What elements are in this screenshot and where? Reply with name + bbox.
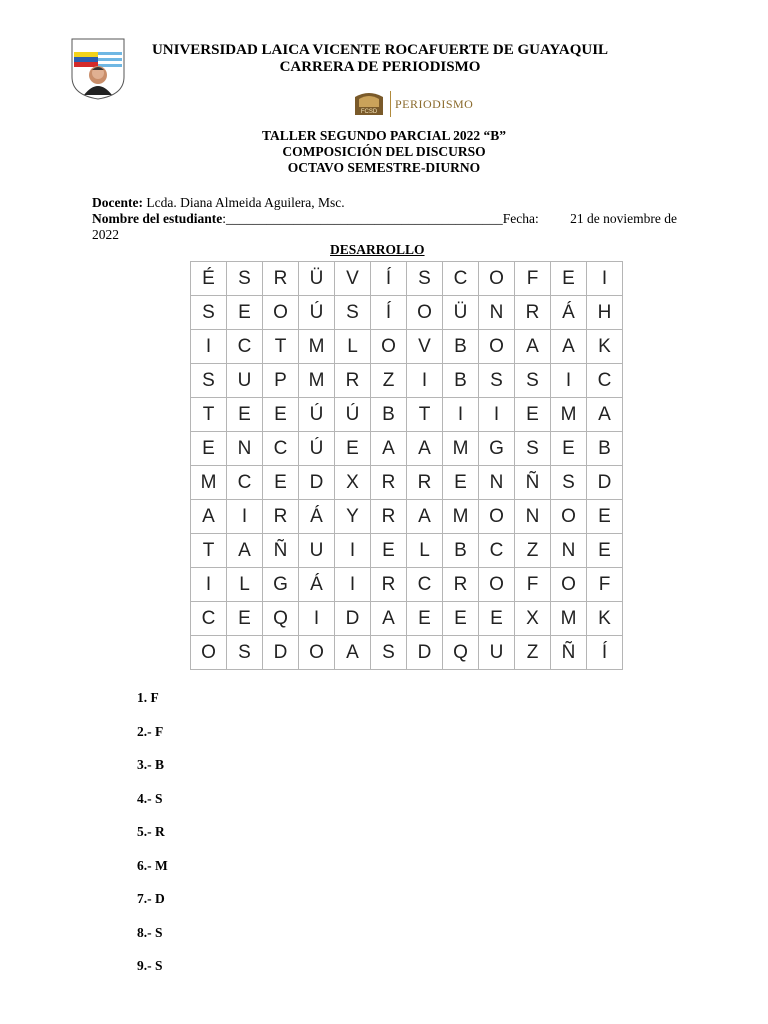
date-label: Fecha: bbox=[502, 211, 539, 226]
grid-cell[interactable]: M bbox=[299, 364, 335, 398]
grid-cell[interactable]: L bbox=[407, 534, 443, 568]
grid-cell[interactable]: D bbox=[263, 636, 299, 670]
grid-cell[interactable]: A bbox=[335, 636, 371, 670]
grid-cell[interactable]: M bbox=[299, 330, 335, 364]
grid-cell[interactable]: Á bbox=[299, 568, 335, 602]
grid-cell[interactable]: E bbox=[407, 602, 443, 636]
grid-cell[interactable]: E bbox=[515, 398, 551, 432]
grid-cell[interactable]: N bbox=[479, 466, 515, 500]
grid-cell[interactable]: E bbox=[227, 398, 263, 432]
grid-cell[interactable]: C bbox=[587, 364, 623, 398]
grid-cell[interactable]: I bbox=[587, 262, 623, 296]
teacher-line bbox=[92, 195, 345, 211]
grid-cell[interactable]: S bbox=[227, 262, 263, 296]
grid-cell[interactable]: F bbox=[515, 568, 551, 602]
grid-cell[interactable]: U bbox=[299, 534, 335, 568]
grid-row bbox=[191, 534, 623, 568]
grid-cell[interactable]: E bbox=[227, 602, 263, 636]
grid-cell[interactable]: V bbox=[335, 262, 371, 296]
grid-cell[interactable]: A bbox=[227, 534, 263, 568]
date-year: 2022 bbox=[92, 227, 119, 242]
grid-cell[interactable]: S bbox=[191, 364, 227, 398]
grid-cell[interactable]: B bbox=[443, 330, 479, 364]
grid-cell[interactable]: N bbox=[479, 296, 515, 330]
grid-cell[interactable]: R bbox=[263, 500, 299, 534]
grid-cell[interactable]: E bbox=[479, 602, 515, 636]
grid-cell[interactable]: R bbox=[371, 500, 407, 534]
grid-cell[interactable]: P bbox=[263, 364, 299, 398]
semester-title: OCTAVO SEMESTRE-DIURNO bbox=[287, 160, 481, 175]
grid-cell[interactable]: V bbox=[407, 330, 443, 364]
grid-cell[interactable]: Z bbox=[371, 364, 407, 398]
grid-cell[interactable]: A bbox=[515, 330, 551, 364]
fcsd-badge-text: FCSD bbox=[360, 109, 378, 115]
grid-cell[interactable]: Z bbox=[515, 534, 551, 568]
grid-cell[interactable]: Ú bbox=[335, 398, 371, 432]
grid-cell[interactable]: N bbox=[551, 534, 587, 568]
grid-cell[interactable]: O bbox=[479, 568, 515, 602]
grid-cell[interactable]: S bbox=[227, 636, 263, 670]
grid-cell[interactable]: R bbox=[371, 466, 407, 500]
grid-cell[interactable]: S bbox=[407, 262, 443, 296]
grid-cell[interactable]: R bbox=[263, 262, 299, 296]
grid-row bbox=[191, 330, 623, 364]
student-line bbox=[92, 211, 677, 227]
grid-cell[interactable]: R bbox=[443, 568, 479, 602]
grid-cell[interactable]: T bbox=[191, 398, 227, 432]
periodismo-logo bbox=[352, 88, 482, 120]
answer-item: 8.- S bbox=[137, 924, 163, 940]
grid-row bbox=[191, 466, 623, 500]
grid-cell[interactable]: G bbox=[479, 432, 515, 466]
grid-cell[interactable]: K bbox=[587, 602, 623, 636]
grid-cell[interactable]: L bbox=[335, 330, 371, 364]
grid-cell[interactable]: O bbox=[191, 636, 227, 670]
grid-cell[interactable]: Z bbox=[515, 636, 551, 670]
grid-cell[interactable]: E bbox=[191, 432, 227, 466]
grid-cell[interactable]: I bbox=[443, 398, 479, 432]
grid-cell[interactable]: Ñ bbox=[551, 636, 587, 670]
grid-cell[interactable]: A bbox=[551, 330, 587, 364]
teacher-label: Docente: bbox=[92, 195, 143, 210]
grid-row bbox=[191, 568, 623, 602]
grid-cell[interactable]: M bbox=[191, 466, 227, 500]
grid-cell[interactable]: Ñ bbox=[515, 466, 551, 500]
grid-cell[interactable]: A bbox=[191, 500, 227, 534]
course-title: COMPOSICIÓN DEL DISCURSO bbox=[282, 144, 486, 159]
grid-cell[interactable]: Ü bbox=[443, 296, 479, 330]
grid-cell[interactable]: O bbox=[299, 636, 335, 670]
grid-cell[interactable]: A bbox=[407, 500, 443, 534]
grid-cell[interactable]: N bbox=[227, 432, 263, 466]
grid-cell[interactable]: O bbox=[479, 262, 515, 296]
grid-cell[interactable]: I bbox=[335, 534, 371, 568]
grid-cell[interactable]: S bbox=[551, 466, 587, 500]
grid-cell[interactable]: O bbox=[263, 296, 299, 330]
grid-cell[interactable]: A bbox=[587, 398, 623, 432]
section-title: DESARROLLO bbox=[330, 242, 425, 257]
career-title: CARRERA DE PERIODISMO bbox=[279, 59, 481, 75]
grid-row bbox=[191, 636, 623, 670]
grid-cell[interactable]: S bbox=[191, 296, 227, 330]
grid-cell[interactable]: S bbox=[371, 636, 407, 670]
university-seal bbox=[70, 37, 126, 101]
grid-cell[interactable]: B bbox=[443, 364, 479, 398]
grid-cell[interactable]: E bbox=[227, 296, 263, 330]
grid-cell[interactable]: E bbox=[443, 602, 479, 636]
grid-cell[interactable]: E bbox=[371, 534, 407, 568]
grid-cell[interactable]: F bbox=[515, 262, 551, 296]
grid-cell[interactable]: E bbox=[263, 398, 299, 432]
grid-cell[interactable]: I bbox=[191, 568, 227, 602]
grid-row bbox=[191, 296, 623, 330]
grid-cell[interactable]: E bbox=[551, 432, 587, 466]
grid-cell[interactable]: M bbox=[551, 398, 587, 432]
grid-cell[interactable]: Ú bbox=[299, 432, 335, 466]
grid-cell[interactable]: I bbox=[191, 330, 227, 364]
grid-cell[interactable]: Ü bbox=[299, 262, 335, 296]
grid-cell[interactable]: M bbox=[443, 500, 479, 534]
grid-cell[interactable]: M bbox=[443, 432, 479, 466]
grid-row bbox=[191, 500, 623, 534]
grid-cell[interactable]: C bbox=[191, 602, 227, 636]
grid-cell[interactable]: E bbox=[263, 466, 299, 500]
grid-cell[interactable]: K bbox=[587, 330, 623, 364]
grid-cell[interactable]: E bbox=[587, 500, 623, 534]
student-label: Nombre del estudiante bbox=[92, 211, 223, 226]
grid-cell[interactable]: C bbox=[227, 330, 263, 364]
grid-cell[interactable]: Q bbox=[443, 636, 479, 670]
grid-cell[interactable]: D bbox=[335, 602, 371, 636]
grid-cell[interactable]: C bbox=[443, 262, 479, 296]
grid-cell[interactable]: C bbox=[227, 466, 263, 500]
university-title: UNIVERSIDAD LAICA VICENTE ROCAFUERTE DE GUAYAQUIL bbox=[151, 42, 609, 58]
grid-cell[interactable]: O bbox=[479, 500, 515, 534]
grid-cell[interactable]: R bbox=[371, 568, 407, 602]
student-name-blank[interactable]: :_________________________________________ bbox=[222, 211, 503, 226]
grid-cell[interactable]: H bbox=[587, 296, 623, 330]
grid-cell[interactable]: E bbox=[335, 432, 371, 466]
grid-cell[interactable]: S bbox=[515, 432, 551, 466]
logo-divider bbox=[390, 91, 391, 117]
grid-cell[interactable]: O bbox=[371, 330, 407, 364]
grid-cell[interactable]: Ñ bbox=[263, 534, 299, 568]
grid-row bbox=[191, 262, 623, 296]
answer-item: 2.- F bbox=[137, 723, 164, 739]
grid-cell[interactable]: R bbox=[407, 466, 443, 500]
answer-item: 9.- S bbox=[137, 958, 163, 973]
grid-cell[interactable]: A bbox=[371, 432, 407, 466]
grid-cell[interactable]: S bbox=[335, 296, 371, 330]
grid-cell[interactable]: I bbox=[551, 364, 587, 398]
grid-row bbox=[191, 398, 623, 432]
grid-row bbox=[191, 432, 623, 466]
grid-cell[interactable]: B bbox=[443, 534, 479, 568]
grid-cell[interactable]: D bbox=[587, 466, 623, 500]
grid-cell[interactable]: Í bbox=[371, 262, 407, 296]
grid-cell[interactable]: R bbox=[335, 364, 371, 398]
grid-cell[interactable]: B bbox=[587, 432, 623, 466]
workshop-title: TALLER SEGUNDO PARCIAL 2022 “B” bbox=[261, 128, 507, 143]
grid-cell[interactable]: Y bbox=[335, 500, 371, 534]
answer-item: 7.- D bbox=[137, 891, 165, 906]
grid-cell[interactable]: T bbox=[191, 534, 227, 568]
grid-cell[interactable]: O bbox=[551, 568, 587, 602]
answer-item: 6.- M bbox=[137, 857, 168, 873]
grid-cell[interactable]: Q bbox=[263, 602, 299, 636]
grid-cell[interactable]: I bbox=[299, 602, 335, 636]
answer-item: 1. F bbox=[137, 690, 159, 705]
grid-cell[interactable]: Á bbox=[299, 500, 335, 534]
grid-cell[interactable]: X bbox=[335, 466, 371, 500]
word-search-grid bbox=[190, 261, 623, 670]
grid-cell[interactable]: Í bbox=[587, 636, 623, 670]
grid-cell[interactable]: N bbox=[515, 500, 551, 534]
grid-cell[interactable]: B bbox=[371, 398, 407, 432]
logo-label: PERIODISMO bbox=[395, 96, 474, 111]
grid-cell[interactable]: I bbox=[407, 364, 443, 398]
grid-cell[interactable]: Á bbox=[551, 296, 587, 330]
grid-cell[interactable]: Ú bbox=[299, 296, 335, 330]
grid-cell[interactable]: E bbox=[551, 262, 587, 296]
grid-cell[interactable]: Í bbox=[371, 296, 407, 330]
grid-cell[interactable]: O bbox=[551, 500, 587, 534]
grid-cell[interactable]: C bbox=[263, 432, 299, 466]
grid-cell[interactable]: A bbox=[371, 602, 407, 636]
grid-cell[interactable]: C bbox=[479, 534, 515, 568]
grid-cell[interactable]: O bbox=[479, 330, 515, 364]
grid-cell[interactable]: G bbox=[263, 568, 299, 602]
grid-cell[interactable]: T bbox=[263, 330, 299, 364]
grid-cell[interactable]: O bbox=[407, 296, 443, 330]
grid-row bbox=[191, 602, 623, 636]
grid-cell[interactable]: F bbox=[587, 568, 623, 602]
grid-cell[interactable]: É bbox=[191, 262, 227, 296]
grid-row bbox=[191, 364, 623, 398]
grid-cell[interactable]: E bbox=[443, 466, 479, 500]
grid-cell[interactable]: D bbox=[299, 466, 335, 500]
date-value: 21 de noviembre de bbox=[570, 211, 677, 226]
grid-cell[interactable]: U bbox=[479, 636, 515, 670]
answer-item: 5.- R bbox=[137, 824, 165, 839]
answer-item: 3.- B bbox=[137, 757, 164, 772]
grid-cell[interactable]: I bbox=[227, 500, 263, 534]
grid-cell[interactable]: A bbox=[407, 432, 443, 466]
grid-cell[interactable]: E bbox=[587, 534, 623, 568]
grid-cell[interactable]: C bbox=[407, 568, 443, 602]
teacher-name: Lcda. Diana Almeida Aguilera, Msc. bbox=[142, 195, 345, 210]
grid-cell[interactable]: X bbox=[515, 602, 551, 636]
grid-cell[interactable]: D bbox=[407, 636, 443, 670]
grid-cell[interactable]: L bbox=[227, 568, 263, 602]
grid-cell[interactable]: M bbox=[551, 602, 587, 636]
fcsd-badge-icon bbox=[352, 89, 386, 119]
grid-cell[interactable]: U bbox=[227, 364, 263, 398]
grid-cell[interactable]: I bbox=[335, 568, 371, 602]
grid-cell[interactable]: I bbox=[479, 398, 515, 432]
grid-cell[interactable]: T bbox=[407, 398, 443, 432]
grid-cell[interactable]: S bbox=[515, 364, 551, 398]
answer-item: 4.- S bbox=[137, 790, 163, 806]
grid-cell[interactable]: S bbox=[479, 364, 515, 398]
grid-cell[interactable]: Ú bbox=[299, 398, 335, 432]
grid-cell[interactable]: R bbox=[515, 296, 551, 330]
